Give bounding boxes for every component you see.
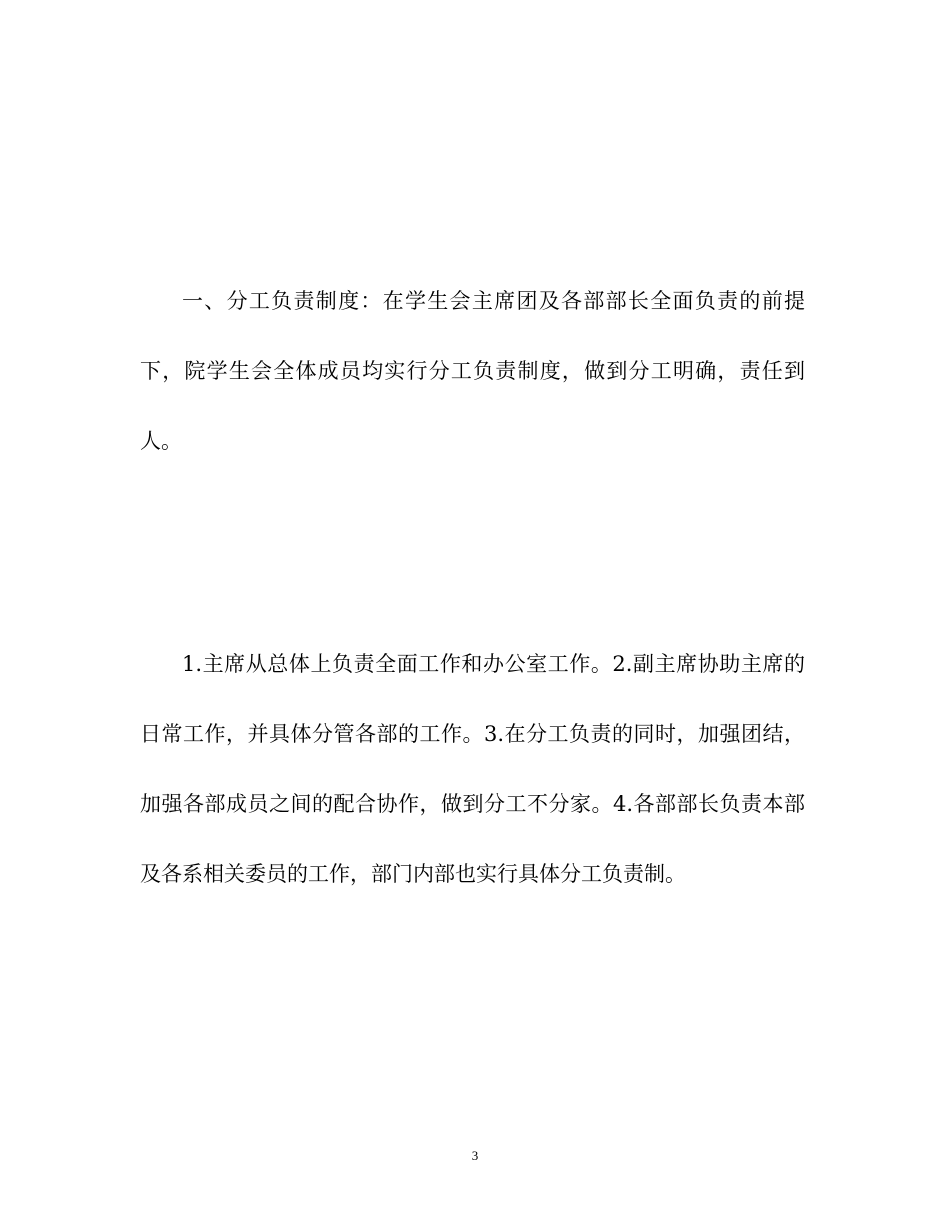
page-number: 3 [471,1148,479,1163]
paragraph-responsibility-details: 1.主席从总体上负责全面工作和办公室工作。2.副主席协助主席的日常工作，并具体分管各部的工作。3.在分工负责的同时，加强团结，加强各部成员之间的配合协作，做到分工不分家。4.各部部长负责本部及各系相关委员的工作，部门内部也实行具体分工负责制。 [140,652,805,886]
paragraph-division-of-responsibility: 一、分工负责制度：在学生会主席团及各部部长全面负责的前提下，院学生会全体成员均实行分工负责制度，做到分工明确，责任到人。 [140,289,805,453]
